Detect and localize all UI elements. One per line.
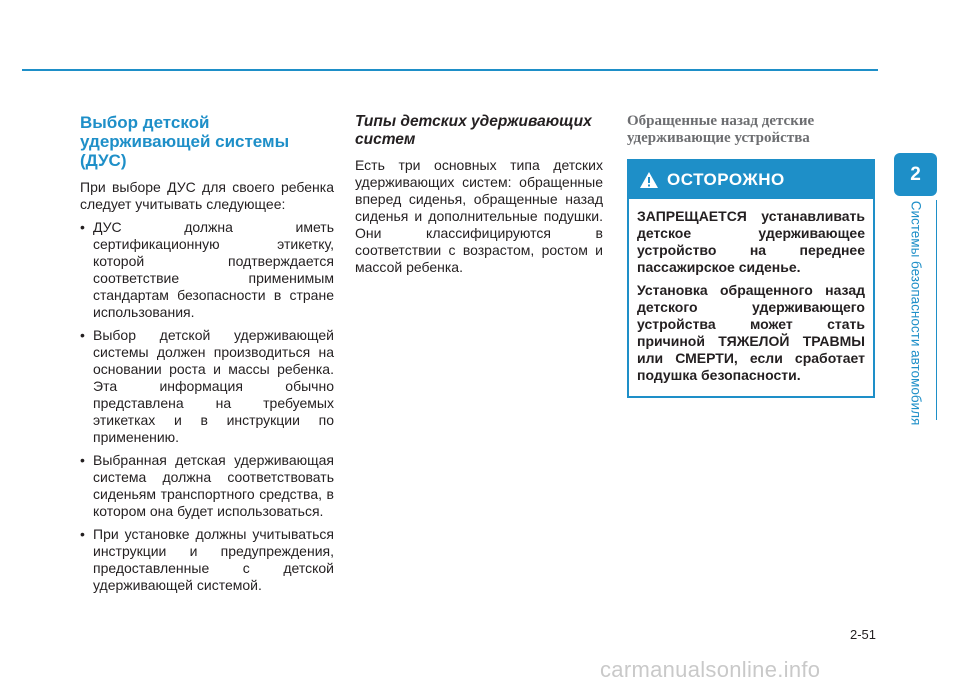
bullet-text: ДУС должна иметь сертификационную этикетку, которой подтверждается соответствие применимым стандартам безопасности в стране использования.	[93, 219, 334, 320]
bullet-icon: •	[80, 327, 85, 343]
bullet-icon: •	[80, 219, 85, 235]
bullet-text: Выбранная детская удерживающая система должна соответствовать сиденьям транспортного средства, в котором она будет использоваться.	[93, 452, 334, 519]
warning-box	[627, 159, 875, 398]
warning-paragraph: Установка обращенного назад детского удерживающего устройства может стать причиной ТЯЖЕЛОЙ ТРАВМЫ или СМЕРТИ, если сработает подушка безопасности.	[637, 282, 865, 383]
warning-paragraph: ЗАПРЕЩАЕТСЯ устанавливать детское удерживающее устройство на переднее пассажирское сиденье.	[637, 208, 865, 275]
list-item	[80, 452, 334, 520]
list-item	[80, 327, 334, 446]
list-item	[80, 219, 334, 321]
section-heading: Типы детских удерживающих систем	[355, 113, 592, 148]
watermark: carmanualsonline.info	[600, 657, 821, 682]
body-paragraph: Есть три основных типа детских удерживающих систем: обращенные вперед сиденья, обращенные назад сиденья и дополнительные подушки. Они классифицируются в соответствии с возрастом, ростом и массой ребенка.	[355, 157, 603, 275]
column-rear-facing	[627, 113, 875, 398]
section-heading: Выбор детской удерживающей системы (ДУС)	[80, 113, 290, 170]
bullet-list	[80, 219, 334, 594]
chapter-title: Системы безопасности автомобиля	[908, 200, 924, 426]
header-rule	[22, 69, 878, 71]
warning-triangle-icon	[639, 171, 659, 189]
list-item	[80, 526, 334, 594]
chapter-tab: 2	[894, 153, 937, 196]
warning-body	[629, 199, 873, 396]
side-rule	[936, 200, 937, 420]
bullet-icon: •	[80, 526, 85, 542]
warning-header	[629, 161, 873, 199]
intro-paragraph: При выборе ДУС для своего ребенка следует учитывать следующее:	[80, 179, 334, 212]
bullet-icon: •	[80, 452, 85, 468]
page-number: 2-51	[849, 627, 876, 642]
section-heading: Обращенные назад детские удерживающие устройства	[627, 113, 815, 146]
warning-title: ОСТОРОЖНО	[667, 170, 785, 189]
bullet-text: Выбор детской удерживающей системы должен производиться на основании роста и массы ребенка. Эта информация обычно представлена на требуемых этикетках и в инструкции по применению.	[93, 327, 334, 445]
column-restraint-types	[355, 113, 603, 282]
column-child-restraint-selection	[80, 113, 334, 600]
bullet-text: При установке должны учитываться инструкции и предупреждения, предоставленные с детской удерживающей системой.	[93, 526, 334, 593]
chapter-title-vertical	[906, 198, 926, 428]
